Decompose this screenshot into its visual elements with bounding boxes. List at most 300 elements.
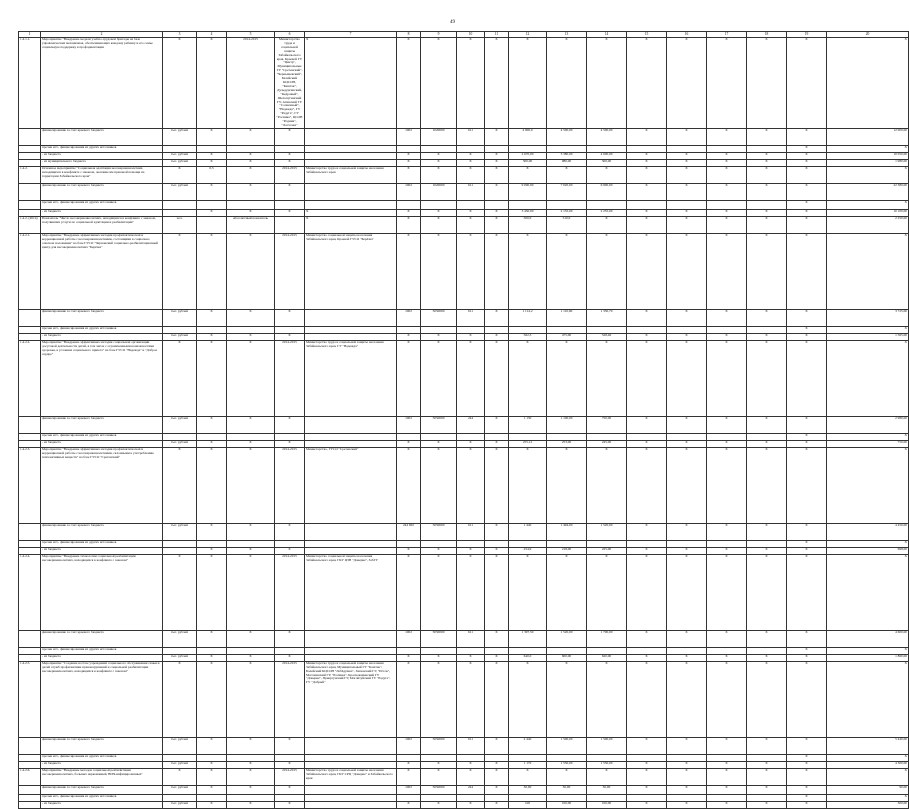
table-cell: финансирование за счет краевого бюджета	[41, 416, 163, 433]
table-cell: 218,00	[547, 547, 587, 554]
table-cell	[305, 540, 397, 547]
table-cell: 2014-2015	[275, 661, 305, 737]
table-cell: X	[197, 152, 227, 159]
table-cell: X	[397, 340, 421, 416]
column-number: 3	[163, 32, 197, 38]
table-cell: X	[827, 554, 909, 630]
table-cell: X	[197, 523, 227, 540]
table-cell: X	[275, 152, 305, 159]
table-cell	[707, 200, 747, 209]
table-cell: X	[457, 152, 485, 159]
table-cell: 1.4.1.1.	[19, 38, 41, 129]
table-cell	[19, 540, 41, 547]
table-cell: 1.4.2.2.	[19, 340, 41, 416]
table-cell: X	[707, 523, 747, 540]
table-cell: - из муниципального бюджета	[41, 159, 163, 166]
table-cell: X	[587, 661, 627, 737]
table-cell	[305, 145, 397, 152]
table-cell: X	[227, 661, 275, 737]
table-cell	[19, 200, 41, 209]
table-cell: тыс. рублей	[163, 801, 197, 808]
table-cell: тыс. рублей	[163, 152, 197, 159]
table-cell: 244 002	[397, 523, 421, 540]
table-cell: Мероприятие "Внедрение эффективных методик социальной организации досуговой деятельности детей, в том числе с ограниченными возможностями здоровья, в условиях социального приюта" на базе ГУСО "Надежда" и "Доброе сердце"	[41, 340, 163, 416]
table-row	[19, 794, 909, 801]
table-cell: X	[787, 654, 827, 661]
table-cell: X	[457, 38, 485, 129]
table-cell: X	[747, 737, 787, 754]
table-cell: 1 980,00	[827, 159, 909, 166]
table-row	[19, 523, 909, 540]
table-cell: X	[667, 152, 707, 159]
table-cell: X	[397, 554, 421, 630]
table-cell	[19, 523, 41, 540]
table-cell: 1.4.2.6.	[19, 768, 41, 785]
table-cell	[275, 216, 305, 233]
table-cell	[305, 801, 397, 808]
table-cell: тыс. рублей	[163, 183, 197, 200]
table-cell: 620,00	[587, 654, 627, 661]
table-cell: 500,00	[509, 159, 547, 166]
table-cell: X	[627, 152, 667, 159]
table-row	[19, 540, 909, 547]
table-cell: X	[197, 768, 227, 785]
table-cell: X	[787, 554, 827, 630]
table-cell: 1002	[397, 785, 421, 794]
table-cell: тыс. рублей	[163, 309, 197, 326]
table-cell: финансирование за счет краевого бюджета	[41, 630, 163, 647]
column-number: 8	[397, 32, 421, 38]
table-row	[19, 630, 909, 647]
table-cell: 4 500,00	[587, 128, 627, 145]
table-cell: X	[163, 554, 197, 630]
table-cell: X	[827, 768, 909, 785]
column-number: 17	[707, 32, 747, 38]
table-cell: X	[275, 159, 305, 166]
table-cell: X	[827, 38, 909, 129]
table-cell: X	[707, 416, 747, 433]
table-cell: Основное мероприятие "Социальная адаптация несовершеннолетних, находящихся в конфликте с законом, оказание им правовой помощи на территории Забайкальского края"	[41, 166, 163, 183]
table-cell: прочие ист., финансирования из других источников	[41, 794, 163, 801]
column-number: 10	[457, 32, 485, 38]
table-cell: X	[667, 737, 707, 754]
table-cell: X	[197, 447, 227, 523]
table-cell: X	[747, 216, 787, 233]
table-cell: X	[163, 447, 197, 523]
table-cell: X	[509, 340, 547, 416]
table-cell: 1 500,00	[587, 737, 627, 754]
table-cell: X	[547, 768, 587, 785]
table-cell: тыс. рублей	[163, 737, 197, 754]
table-cell: финансирование за счет краевого бюджета	[41, 737, 163, 754]
table-cell: 30,00	[547, 785, 587, 794]
table-cell: X	[707, 440, 747, 447]
table-cell: X	[397, 661, 421, 737]
table-cell: 611	[457, 128, 485, 145]
table-cell: Министерство труда и социальной защиты населения Забайкальского края	[305, 166, 397, 183]
table-cell: X	[787, 326, 827, 333]
table-cell: прочие ист., финансирования из других источников	[41, 647, 163, 654]
table-cell: 562,3	[509, 333, 547, 340]
table-cell: X	[485, 209, 509, 216]
column-number: 7	[305, 32, 397, 38]
table-cell: X	[197, 159, 227, 166]
table-cell: X	[627, 128, 667, 145]
table-cell: X	[547, 661, 587, 737]
table-cell: 1 440	[509, 523, 547, 540]
table-cell: X	[787, 540, 827, 547]
table-cell: 600,00	[547, 654, 587, 661]
table-cell: X	[627, 654, 667, 661]
table-cell: X	[457, 440, 485, 447]
table-cell: 1002	[397, 630, 421, 647]
table-cell	[19, 145, 41, 152]
table-cell: X	[707, 661, 747, 737]
table-cell: 1020000	[421, 128, 457, 145]
table-cell: X	[747, 661, 787, 737]
table-cell: X	[787, 183, 827, 200]
table-cell: X	[485, 183, 509, 200]
table-cell: 1.4.2.4.	[19, 554, 41, 630]
column-number: 19	[787, 32, 827, 38]
table-cell: X	[707, 309, 747, 326]
table-cell: 100,00	[547, 801, 587, 808]
table-cell: X	[397, 440, 421, 447]
table-cell: X	[397, 216, 421, 233]
table-cell: X	[485, 152, 509, 159]
table-cell: X	[827, 540, 909, 547]
table-cell: X	[787, 801, 827, 808]
table-cell: X	[747, 233, 787, 309]
table-cell: X	[457, 547, 485, 554]
table-cell: 1 100,00	[547, 416, 587, 433]
table-row	[19, 433, 909, 440]
table-cell: X	[421, 159, 457, 166]
table-cell: X	[787, 630, 827, 647]
table-cell: X	[397, 654, 421, 661]
table-cell: 1 110,60	[547, 309, 587, 326]
table-cell: X	[547, 447, 587, 523]
table-cell: 4 300,00	[827, 761, 909, 768]
table-cell: X	[787, 547, 827, 554]
table-cell: X	[227, 737, 275, 754]
table-cell	[19, 183, 41, 200]
table-cell: X	[421, 166, 457, 183]
table-cell: X	[397, 547, 421, 554]
table-cell: 255,12	[509, 440, 547, 447]
table-cell: X	[587, 768, 627, 785]
table-cell	[305, 523, 397, 540]
table-row	[19, 216, 909, 233]
table-cell	[19, 309, 41, 326]
table-cell: 1 550,00	[587, 761, 627, 768]
table-cell: X	[547, 166, 587, 183]
table-cell: 1002	[397, 737, 421, 754]
table-cell: X	[707, 547, 747, 554]
table-cell: X	[227, 440, 275, 447]
table-cell: X	[275, 309, 305, 326]
table-cell: X	[667, 654, 707, 661]
table-cell: X	[787, 152, 827, 159]
table-cell: X	[457, 340, 485, 416]
table-cell: X	[485, 416, 509, 433]
table-cell: X	[587, 166, 627, 183]
table-cell: X	[787, 209, 827, 216]
table-cell: X	[275, 737, 305, 754]
table-cell: X	[667, 447, 707, 523]
table-cell: Министерство труда и социальной защиты населения Забайкальского края, Муниципальный ГУ "Каштак", Балейский КЦСОН "Лебёдушка", Хилокский ГУ, "Исток", Могочинский ГУ, "Росинка", Краснокаменский ГУ "Доверие", Приаргунский ГУ, Могойтуйский ГУ "Радуга", ГУ "Добрый"	[305, 661, 397, 737]
table-cell: 1 565,00	[827, 333, 909, 340]
table-cell: Мероприятие "Внедрение модели учебно-трудовой бригады на базе управленческих механизмов, обеспечивающих каждому ребенку и его семье социальную поддержку в профориентации	[41, 38, 163, 129]
table-cell: X	[421, 233, 457, 309]
table-cell: тыс. рублей	[163, 159, 197, 166]
table-cell: X	[787, 416, 827, 433]
table-cell: X	[747, 159, 787, 166]
table-cell: X	[485, 38, 509, 129]
table-cell: 1.4.2.3.	[19, 447, 41, 523]
table-cell: X	[827, 754, 909, 761]
table-cell	[305, 416, 397, 433]
table-cell: X	[707, 128, 747, 145]
table-row	[19, 333, 909, 340]
table-cell: X	[397, 761, 421, 768]
table-cell: X	[275, 128, 305, 145]
table-cell: X	[627, 737, 667, 754]
table-cell	[163, 540, 197, 547]
table-body	[19, 38, 909, 809]
table-cell: X	[227, 309, 275, 326]
table-cell: X	[457, 159, 485, 166]
table-cell: X	[227, 183, 275, 200]
table-cell: X	[787, 761, 827, 768]
table-cell: - из бюджета	[41, 547, 163, 554]
table-cell: X	[707, 447, 747, 523]
table-cell: X	[275, 630, 305, 647]
table-cell: X	[627, 233, 667, 309]
table-cell: X	[747, 761, 787, 768]
table-cell: Министерство труда и социальной защиты населения Забайкальского края, ГКУ СРЦ "Доверие" и Забайкальского края	[305, 768, 397, 785]
table-cell: 5 440,00	[827, 737, 909, 754]
table-cell	[227, 200, 275, 209]
table-cell: 1002	[397, 128, 421, 145]
table-cell: X	[667, 547, 707, 554]
table-cell: 5050000	[421, 630, 457, 647]
table-cell	[163, 200, 197, 209]
table-cell: прочие ист., финансирования из других источников	[41, 754, 163, 761]
table-cell: Министерство социальной защиты населения Забайкальского края, ГКУ ЦЗН "Доверие", ЗабГУ	[305, 554, 397, 630]
table-cell: 611	[457, 630, 485, 647]
column-number: 9	[421, 32, 457, 38]
table-cell: 2014-2015	[275, 166, 305, 183]
table-cell: X	[747, 630, 787, 647]
table-cell: X	[707, 768, 747, 785]
table-cell	[19, 754, 41, 761]
table-cell: X	[787, 333, 827, 340]
table-row	[19, 166, 909, 183]
table-cell: X	[707, 801, 747, 808]
table-cell: X	[667, 768, 707, 785]
table-cell: X	[747, 547, 787, 554]
table-cell: - из бюджета	[41, 333, 163, 340]
table-cell: X	[707, 209, 747, 216]
table-cell: X	[707, 38, 747, 129]
table-cell: 0,5	[197, 166, 227, 183]
table-cell: финансирование за счет краевого бюджета	[41, 128, 163, 145]
table-cell: X	[787, 233, 827, 309]
table-cell: 300,00	[827, 801, 909, 808]
table-cell: X	[305, 209, 397, 216]
table-cell: - из бюджета	[41, 654, 163, 661]
table-cell: 980,00	[547, 159, 587, 166]
table-cell: X	[707, 340, 747, 416]
table-cell: X	[627, 166, 667, 183]
table-cell: X	[787, 340, 827, 416]
column-number: 6	[275, 32, 305, 38]
table-cell: Показатель "Число несовершеннолетних, находящихся в конфликте с законом, получивших услуги по социальной адаптации и реабилитации"	[41, 216, 163, 233]
table-cell: X	[397, 152, 421, 159]
table-cell: X	[227, 801, 275, 808]
table-cell: 1002	[397, 183, 421, 200]
table-row	[19, 661, 909, 737]
table-cell: 2 250,00	[827, 216, 909, 233]
table-cell: X	[707, 654, 747, 661]
table-cell: X	[627, 547, 667, 554]
table-cell	[19, 152, 41, 159]
table-cell: X	[197, 661, 227, 737]
table-cell: X	[421, 340, 457, 416]
table-cell	[305, 737, 397, 754]
table-cell: 2 255,00	[587, 209, 627, 216]
table-cell: тыс. рублей	[163, 785, 197, 794]
table-row	[19, 152, 909, 159]
table-cell: X	[547, 554, 587, 630]
table-cell: X	[707, 166, 747, 183]
table-cell: X	[587, 554, 627, 630]
table-cell: 2014-2015	[275, 768, 305, 785]
table-cell: X	[163, 233, 197, 309]
table-cell: X	[457, 209, 485, 216]
table-row	[19, 547, 909, 554]
table-cell: 1 520,00	[547, 630, 587, 647]
table-row	[19, 38, 909, 129]
table-cell: X	[397, 447, 421, 523]
table-cell: X	[787, 440, 827, 447]
table-cell: 2 440	[509, 737, 547, 754]
table-cell: X	[667, 166, 707, 183]
table-cell: X	[397, 166, 421, 183]
table-cell: прочие ист., финансирования из других источников	[41, 145, 163, 152]
table-cell: X	[197, 340, 227, 416]
table-cell: X	[667, 159, 707, 166]
table-cell: X	[485, 340, 509, 416]
table-cell: X	[667, 209, 707, 216]
table-cell: 475,00	[547, 333, 587, 340]
table-cell: 1 550,00	[547, 761, 587, 768]
table-cell: Мероприятие "Создание на базе учреждений социального обслуживания семьи и детей служб профилактики правонарушений и социальной реабилитации несовершеннолетних, находящихся в конфликте с законом"	[41, 661, 163, 737]
table-cell: X	[667, 38, 707, 129]
table-cell: чел.	[163, 216, 197, 233]
table-cell	[667, 200, 707, 209]
table-cell: X	[787, 523, 827, 540]
table-cell: тыс. рублей	[163, 654, 197, 661]
table-cell: X	[587, 216, 627, 233]
table-cell: X	[827, 794, 909, 801]
table-cell	[305, 433, 397, 440]
table-cell	[197, 216, 227, 233]
table-cell: X	[457, 447, 485, 523]
table-cell: X	[275, 183, 305, 200]
table-cell: X	[485, 630, 509, 647]
table-cell: X	[227, 447, 275, 523]
table-cell: X	[227, 333, 275, 340]
table-cell: финансирование за счет краевого бюджета	[41, 785, 163, 794]
table-cell: 1 130	[509, 416, 547, 433]
table-row	[19, 200, 909, 209]
table-cell: 3 380,00	[547, 152, 587, 159]
table-cell: 2014-2015	[275, 340, 305, 416]
table-cell: X	[457, 801, 485, 808]
table-cell: X	[707, 216, 747, 233]
table-cell: X	[627, 416, 667, 433]
table-cell: X	[627, 183, 667, 200]
table-cell: X	[627, 309, 667, 326]
table-cell: Министерство социальной защиты населения Забайкальского края, Краевой ГУСО "Берёзка"	[305, 233, 397, 309]
table-cell: X	[667, 801, 707, 808]
table-cell: X	[197, 630, 227, 647]
table-cell	[627, 200, 667, 209]
table-cell: X	[747, 38, 787, 129]
table-cell: X	[197, 654, 227, 661]
table-cell: X	[787, 785, 827, 794]
table-cell: X	[667, 785, 707, 794]
table-cell: X	[827, 647, 909, 654]
table-cell: X	[627, 768, 667, 785]
table-cell: X	[707, 152, 747, 159]
table-cell: X	[457, 233, 485, 309]
table-cell: X	[747, 785, 787, 794]
table-cell: X	[227, 761, 275, 768]
table-cell: X	[421, 38, 457, 129]
table-cell: X	[747, 768, 787, 785]
table-cell	[19, 128, 41, 145]
table-cell: X	[747, 523, 787, 540]
table-cell: X	[509, 447, 547, 523]
table-cell: X	[787, 754, 827, 761]
table-cell: X	[485, 309, 509, 326]
table-cell: X	[457, 166, 485, 183]
table-cell: 22 380,00	[827, 183, 909, 200]
table-row	[19, 768, 909, 785]
table-cell: X	[197, 737, 227, 754]
table-cell: X	[457, 333, 485, 340]
table-cell: X	[485, 661, 509, 737]
table-cell: X	[227, 233, 275, 309]
table-cell: 2 980,00	[827, 416, 909, 433]
table-cell: X	[707, 630, 747, 647]
table-cell: X	[397, 38, 421, 129]
table-cell: X	[787, 128, 827, 145]
table-cell: X	[457, 761, 485, 768]
table-cell: X	[485, 801, 509, 808]
table-cell: X	[787, 794, 827, 801]
table-cell: - из бюджета	[41, 152, 163, 159]
table-cell: X	[227, 340, 275, 416]
table-cell: X	[275, 801, 305, 808]
table-cell: X	[787, 159, 827, 166]
table-cell	[397, 200, 421, 209]
table-cell: X	[707, 554, 747, 630]
table-cell: Мероприятие "Внедрение методов социальной реабилитации несовершеннолетних, больных наркоманией, ВИЧ-инфицированных"	[41, 768, 163, 785]
